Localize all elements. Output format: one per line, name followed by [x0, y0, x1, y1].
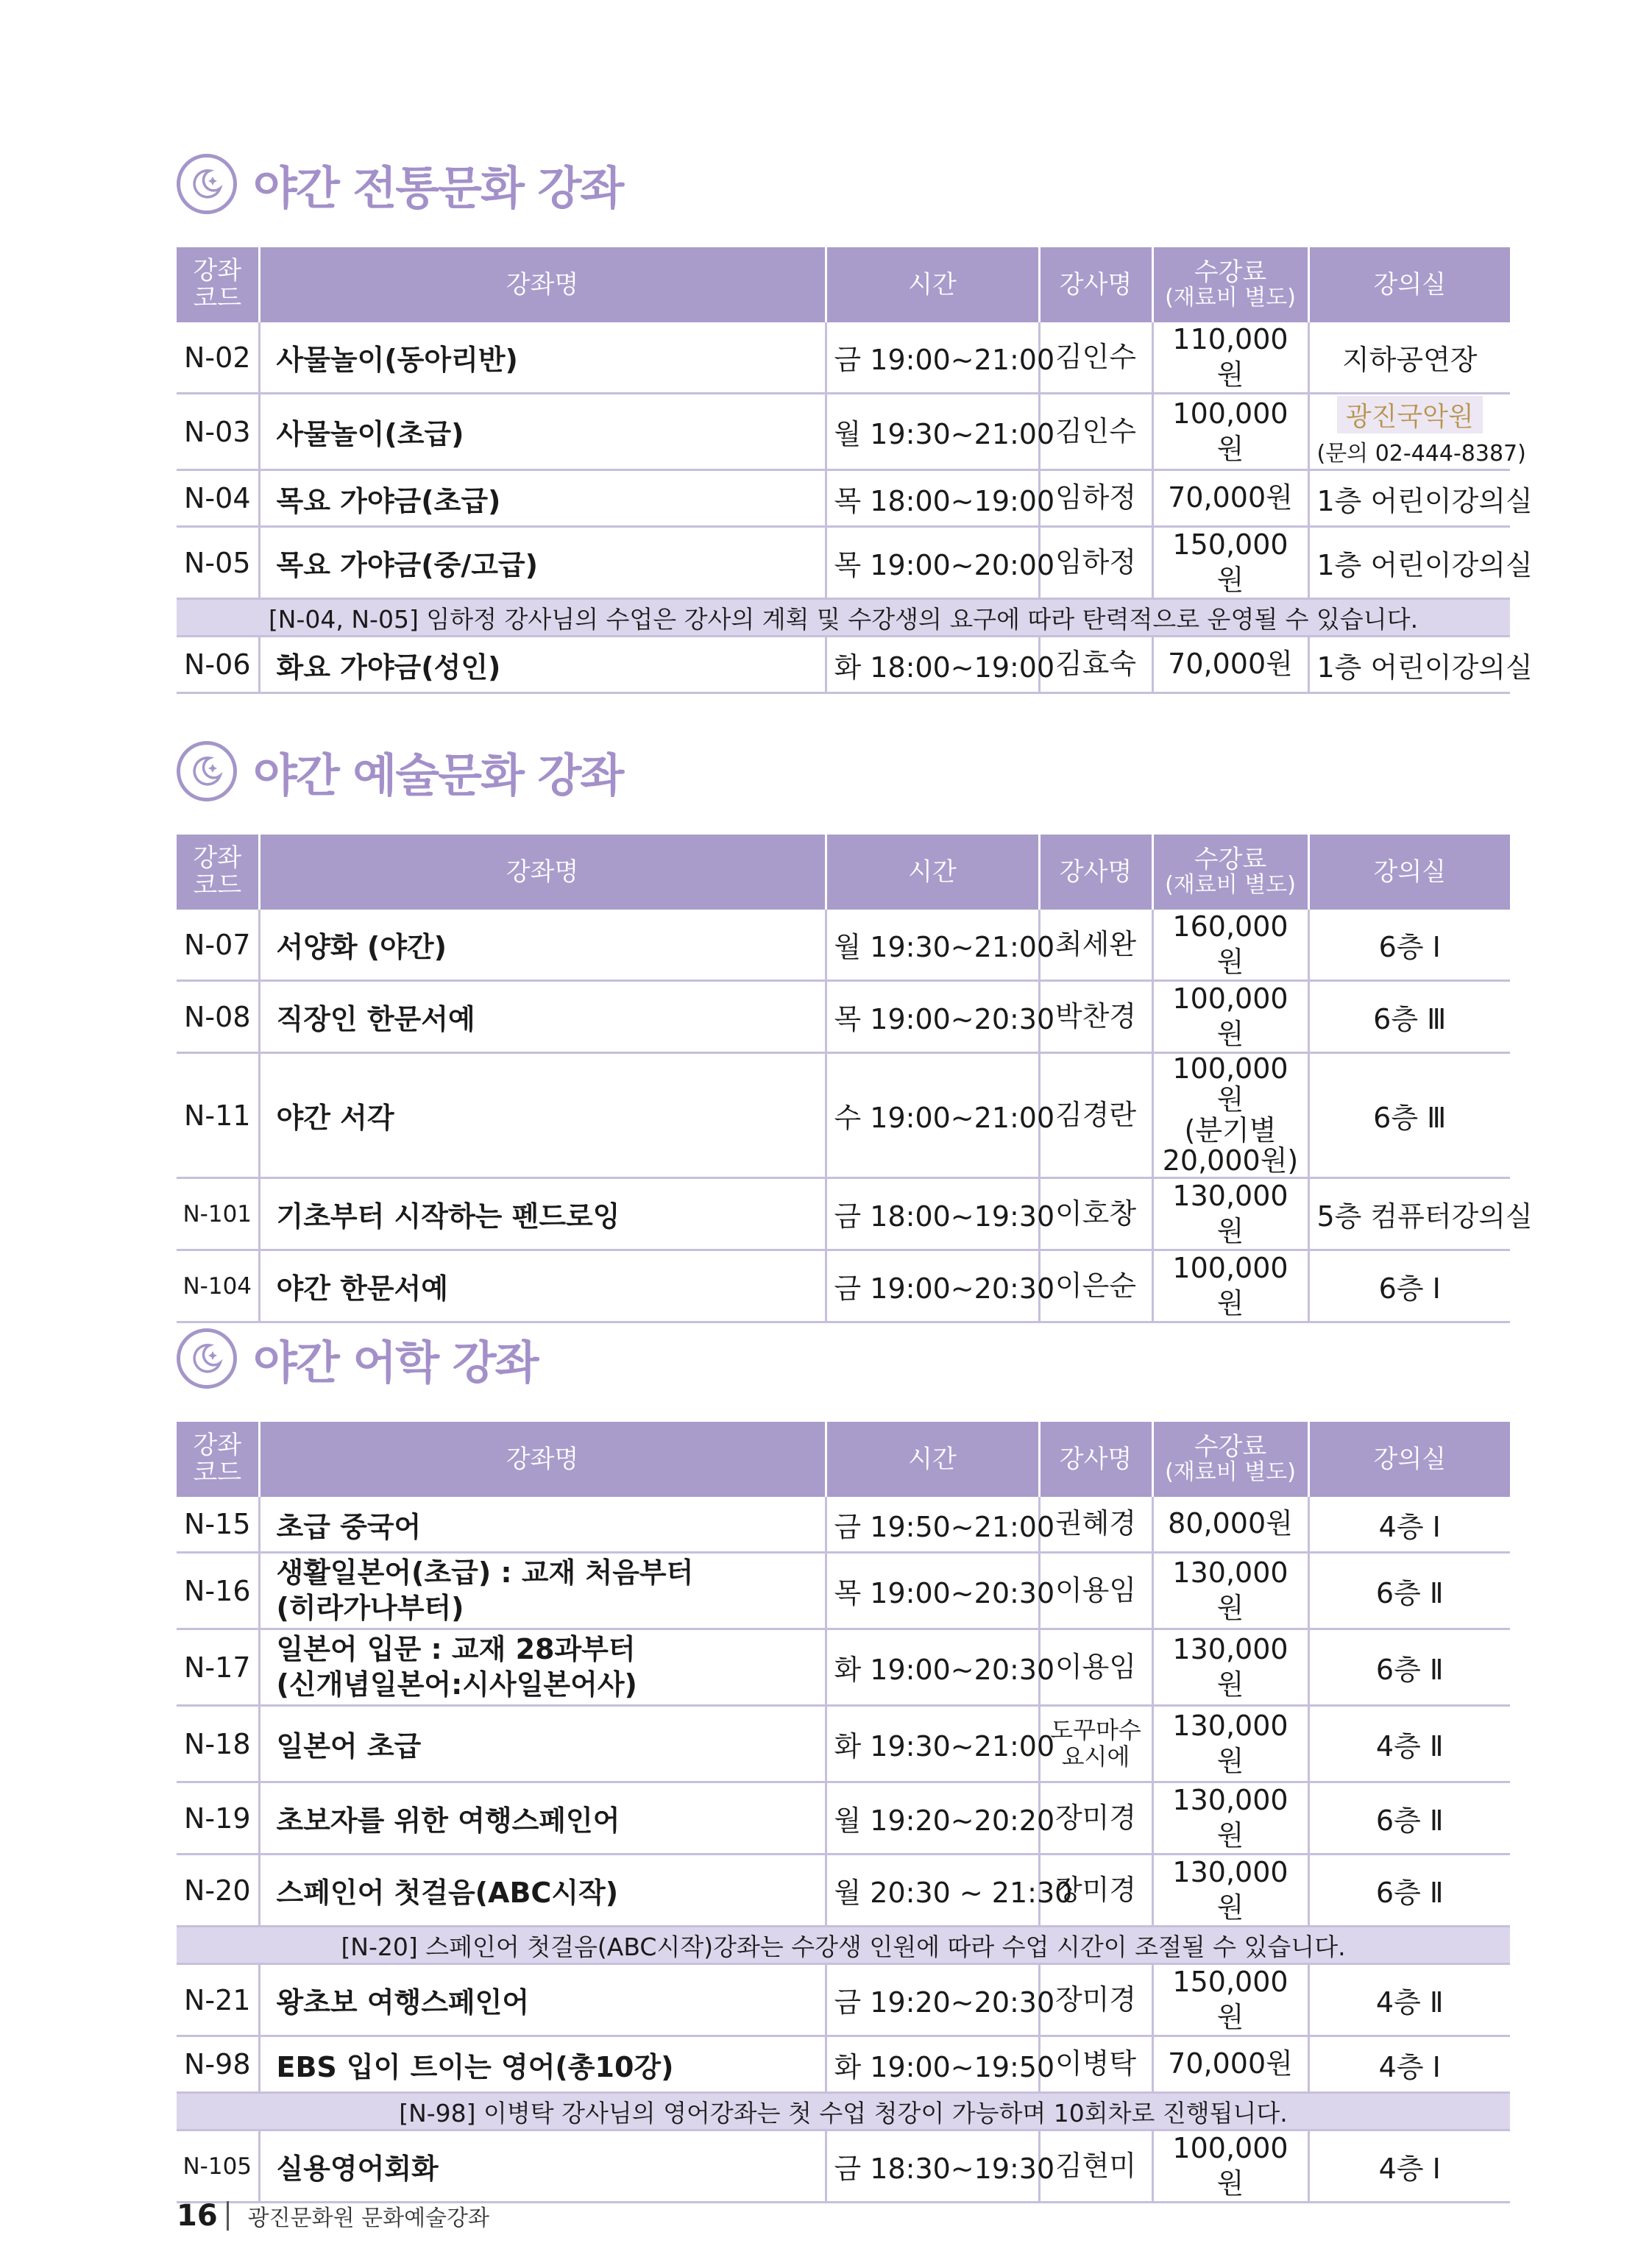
course-room: 6층 Ⅰ [1308, 910, 1510, 981]
section-traditional [177, 147, 1533, 694]
table-row [177, 1178, 1510, 1250]
table-header [177, 247, 1510, 322]
course-room: 4층 Ⅱ [1308, 1706, 1510, 1782]
table-header [177, 835, 1510, 910]
header-code: 강좌 코드 [177, 1422, 259, 1497]
course-room: 4층 Ⅰ [1308, 1497, 1510, 1553]
course-name: 실용영어회화 [259, 2130, 826, 2203]
table-row [177, 1855, 1510, 1927]
course-name: 일본어 입문 : 교재 28과부터 (신개념일본어:시사일본어사) [259, 1629, 826, 1706]
course-teacher: 임하정 [1039, 470, 1152, 527]
header-time: 시간 [826, 1422, 1039, 1497]
section-title-bar [177, 1322, 1510, 1395]
course-room: 6층 Ⅲ [1308, 1053, 1510, 1178]
course-fee: 70,000원 [1152, 637, 1308, 693]
course-code: N-105 [177, 2130, 259, 2203]
course-code: N-19 [177, 1782, 259, 1855]
course-fee: 70,000원 [1152, 470, 1308, 527]
table-row [177, 322, 1510, 394]
course-code: N-04 [177, 470, 259, 527]
course-fee: 150,000원 [1152, 527, 1308, 599]
course-time: 월 20:30 ~ 21:30 [826, 1855, 1039, 1927]
course-time: 수 19:00~21:00 [826, 1053, 1039, 1178]
room-tag: 광진국악원 [1337, 396, 1483, 433]
course-room: 1층 어린이강의실 [1308, 470, 1510, 527]
course-room: 5층 컴퓨터강의실 [1308, 1178, 1510, 1250]
table-row [177, 527, 1510, 599]
header-name: 강좌명 [259, 247, 826, 322]
table-row [177, 394, 1510, 470]
course-code: N-18 [177, 1706, 259, 1782]
course-teacher: 장미경 [1039, 1964, 1152, 2036]
course-code: N-16 [177, 1553, 259, 1629]
course-teacher: 김인수 [1039, 394, 1152, 470]
course-room: 지하공연장 [1308, 322, 1510, 394]
course-room: 1층 어린이강의실 [1308, 527, 1510, 599]
course-name: 스페인어 첫걸음(ABC시작) [259, 1855, 826, 1927]
course-name: 야간 서각 [259, 1053, 826, 1178]
course-name: 야간 한문서예 [259, 1250, 826, 1322]
course-name: 목요 가야금(중/고급) [259, 527, 826, 599]
course-time: 금 19:00~20:30 [826, 1250, 1039, 1322]
course-room: 6층 Ⅱ [1308, 1782, 1510, 1855]
course-name: 생활일본어(초급) : 교재 처음부터 (히라가나부터) [259, 1553, 826, 1629]
course-time: 금 18:00~19:30 [826, 1178, 1039, 1250]
table-note-row [177, 2093, 1510, 2130]
course-fee: 100,000원 [1152, 394, 1308, 470]
course-time: 금 19:50~21:00 [826, 1497, 1039, 1553]
course-room: 6층 Ⅰ [1308, 1250, 1510, 1322]
course-fee: 130,000원 [1152, 1629, 1308, 1706]
footer-divider [227, 2201, 229, 2231]
course-time: 화 19:00~20:30 [826, 1629, 1039, 1706]
course-teacher: 이용임 [1039, 1629, 1152, 1706]
header-name: 강좌명 [259, 1422, 826, 1497]
course-fee: 100,000원 [1152, 1250, 1308, 1322]
course-fee: 100,000원 [1152, 2130, 1308, 2203]
course-name: 왕초보 여행스페인어 [259, 1964, 826, 2036]
footer-text: 광진문화원 문화예술강좌 [247, 2206, 489, 2231]
course-fee: 130,000원 [1152, 1782, 1308, 1855]
course-name: 초보자를 위한 여행스페인어 [259, 1782, 826, 1855]
note-text: [N-98] 이병탁 강사님의 영어강좌는 첫 수업 청강이 가능하며 10회차로 진행됩니다. [177, 2093, 1510, 2130]
course-code: N-101 [177, 1178, 259, 1250]
table-row [177, 1964, 1510, 2036]
table-row [177, 1706, 1510, 1782]
course-time: 월 19:20~20:20 [826, 1782, 1039, 1855]
header-teacher: 강사명 [1039, 247, 1152, 322]
course-fee: 100,000원 (분기별 20,000원) [1152, 1053, 1308, 1178]
course-name: 사물놀이(동아리반) [259, 322, 826, 394]
course-code: N-02 [177, 322, 259, 394]
course-fee: 80,000원 [1152, 1497, 1308, 1553]
header-name: 강좌명 [259, 835, 826, 910]
course-table [177, 247, 1533, 694]
section-language [177, 1322, 1510, 2203]
page-footer [177, 2199, 489, 2233]
header-fee: 수강료 (재료비 별도) [1152, 247, 1308, 322]
moon-icon [177, 1328, 237, 1389]
header-teacher: 강사명 [1039, 835, 1152, 910]
course-room: 1층 어린이강의실 [1308, 637, 1510, 693]
table-row [177, 1053, 1510, 1178]
course-room: 6층 Ⅱ [1308, 1855, 1510, 1927]
table-note-row [177, 1927, 1510, 1964]
course-fee: 160,000원 [1152, 910, 1308, 981]
section-title-bar [177, 147, 1510, 221]
course-teacher: 김인수 [1039, 322, 1152, 394]
course-teacher: 김경란 [1039, 1053, 1152, 1178]
course-teacher: 임하정 [1039, 527, 1152, 599]
header-fee: 수강료 (재료비 별도) [1152, 1422, 1308, 1497]
course-time: 목 18:00~19:00 [826, 470, 1039, 527]
course-room: 6층 Ⅲ [1308, 981, 1510, 1053]
course-name: 화요 가야금(성인) [259, 637, 826, 693]
course-teacher: 도꾸마수 요시에 [1039, 1706, 1152, 1782]
course-room: 6층 Ⅱ [1308, 1629, 1510, 1706]
course-teacher: 박찬경 [1039, 981, 1152, 1053]
table-row [177, 2130, 1510, 2203]
course-time: 월 19:30~21:00 [826, 394, 1039, 470]
note-text: [N-20] 스페인어 첫걸음(ABC시작)강좌는 수강생 인원에 따라 수업 시간이 조절될 수 있습니다. [177, 1927, 1510, 1964]
course-name: 직장인 한문서예 [259, 981, 826, 1053]
course-fee: 130,000원 [1152, 1855, 1308, 1927]
course-fee: 100,000원 [1152, 981, 1308, 1053]
course-name: EBS 입이 트이는 영어(총10강) [259, 2036, 826, 2093]
header-room: 강의실 [1308, 247, 1510, 322]
course-time: 목 19:00~20:30 [826, 981, 1039, 1053]
table-row [177, 1553, 1510, 1629]
course-table [177, 835, 1533, 1323]
course-name: 초급 중국어 [259, 1497, 826, 1553]
table-header [177, 1422, 1510, 1497]
header-teacher: 강사명 [1039, 1422, 1152, 1497]
course-teacher: 장미경 [1039, 1855, 1152, 1927]
course-fee: 130,000원 [1152, 1178, 1308, 1250]
course-room: 4층 Ⅰ [1308, 2036, 1510, 2093]
course-teacher: 이은순 [1039, 1250, 1152, 1322]
page-number: 16 [177, 2199, 218, 2233]
table-row [177, 1629, 1510, 1706]
course-fee: 130,000원 [1152, 1706, 1308, 1782]
course-name: 서양화 (야간) [259, 910, 826, 981]
course-code: N-17 [177, 1629, 259, 1706]
course-time: 목 19:00~20:30 [826, 1553, 1039, 1629]
table-note-row [177, 599, 1510, 637]
course-teacher: 김효숙 [1039, 637, 1152, 693]
course-time: 월 19:30~21:00 [826, 910, 1039, 981]
course-name: 일본어 초급 [259, 1706, 826, 1782]
header-time: 시간 [826, 247, 1039, 322]
course-time: 화 19:00~19:50 [826, 2036, 1039, 2093]
header-fee: 수강료 (재료비 별도) [1152, 835, 1308, 910]
table-row [177, 1782, 1510, 1855]
table-row [177, 2036, 1510, 2093]
course-fee: 130,000원 [1152, 1553, 1308, 1629]
course-table [177, 1422, 1510, 2203]
course-time: 목 19:00~20:00 [826, 527, 1039, 599]
course-code: N-15 [177, 1497, 259, 1553]
course-code: N-05 [177, 527, 259, 599]
course-teacher: 이용임 [1039, 1553, 1152, 1629]
course-code: N-104 [177, 1250, 259, 1322]
course-time: 금 19:20~20:30 [826, 1964, 1039, 2036]
section-arts [177, 734, 1533, 1323]
course-name: 기초부터 시작하는 펜드로잉 [259, 1178, 826, 1250]
section-title-bar [177, 734, 1510, 808]
moon-icon [177, 741, 237, 801]
course-teacher: 최세완 [1039, 910, 1152, 981]
course-teacher: 권혜경 [1039, 1497, 1152, 1553]
table-row [177, 1250, 1510, 1322]
header-time: 시간 [826, 835, 1039, 910]
course-fee: 110,000원 [1152, 322, 1308, 394]
section-title: 야간 예술문화 강좌 [253, 748, 623, 802]
course-fee: 70,000원 [1152, 2036, 1308, 2093]
header-room: 강의실 [1308, 1422, 1510, 1497]
course-time: 금 19:00~21:00 [826, 322, 1039, 394]
course-code: N-08 [177, 981, 259, 1053]
course-code: N-98 [177, 2036, 259, 2093]
header-code: 강좌 코드 [177, 247, 259, 322]
course-code: N-11 [177, 1053, 259, 1178]
course-code: N-21 [177, 1964, 259, 2036]
moon-icon [177, 154, 237, 214]
course-code: N-20 [177, 1855, 259, 1927]
section-title: 야간 전통문화 강좌 [253, 160, 623, 215]
room-note: (문의 02-444-8387) [1316, 441, 1526, 467]
course-fee: 150,000원 [1152, 1964, 1308, 2036]
header-room: 강의실 [1308, 835, 1510, 910]
course-room: 4층 Ⅱ [1308, 1964, 1510, 2036]
course-code: N-03 [177, 394, 259, 470]
course-room: 6층 Ⅱ [1308, 1553, 1510, 1629]
course-time: 화 18:00~19:00 [826, 637, 1039, 693]
course-name: 목요 가야금(초급) [259, 470, 826, 527]
course-code: N-07 [177, 910, 259, 981]
table-row [177, 470, 1510, 527]
note-text: [N-04, N-05] 임하정 강사님의 수업은 강사의 계획 및 수강생의 요구에 따라 탄력적으로 운영될 수 있습니다. [177, 599, 1510, 637]
course-time: 금 18:30~19:30 [826, 2130, 1039, 2203]
course-room: 4층 Ⅰ [1308, 2130, 1510, 2203]
course-teacher: 이호창 [1039, 1178, 1152, 1250]
section-title: 야간 어학 강좌 [253, 1335, 538, 1389]
course-teacher: 이병탁 [1039, 2036, 1152, 2093]
header-code: 강좌 코드 [177, 835, 259, 910]
course-time: 화 19:30~21:00 [826, 1706, 1039, 1782]
table-row [177, 910, 1510, 981]
table-row [177, 637, 1510, 693]
course-code: N-06 [177, 637, 259, 693]
course-name: 사물놀이(초급) [259, 394, 826, 470]
course-room [1308, 394, 1526, 470]
table-row [177, 981, 1510, 1053]
course-teacher: 장미경 [1039, 1782, 1152, 1855]
table-row [177, 1497, 1510, 1553]
course-teacher: 김현미 [1039, 2130, 1152, 2203]
